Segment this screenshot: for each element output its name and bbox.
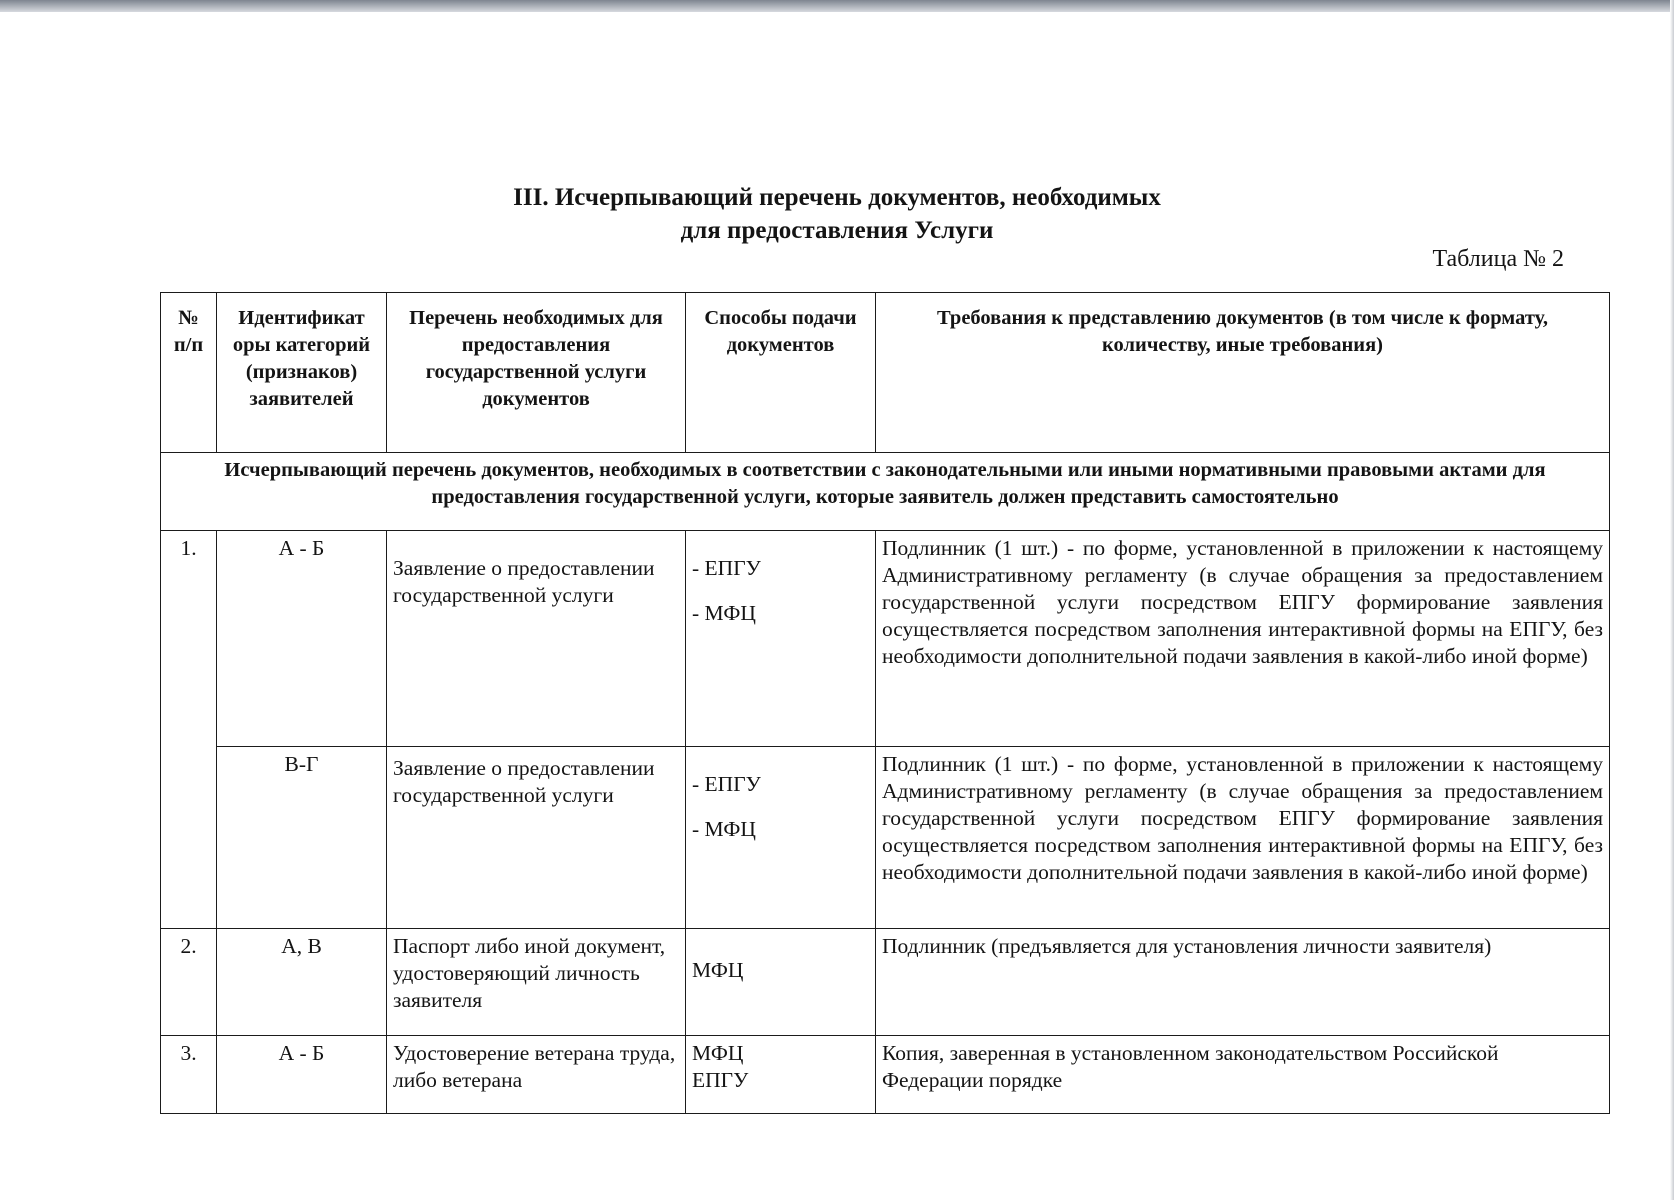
column-header-requirements: Требования к представлению документов (в том числе к формату, количеству, иные требования) xyxy=(876,293,1610,453)
table-row xyxy=(161,531,1610,747)
method-item: ЕПГУ xyxy=(692,1068,749,1092)
column-header-category: Идентификат оры категорий (признаков) заявителей xyxy=(217,293,387,453)
table-row xyxy=(161,1036,1610,1114)
section-title: Исчерпывающий перечень документов, необходимых в соответствии с законодательными или иными нормативными правовыми актами для предоставления государственной услуги, которые заявитель должен представить самостоятельно xyxy=(161,453,1610,531)
method-item: МФЦ xyxy=(692,958,744,982)
column-header-document: Перечень необходимых для предоставления государственной услуги документов xyxy=(387,293,686,453)
row-number: 2. xyxy=(161,929,217,1036)
method-item: - МФЦ xyxy=(692,817,756,841)
table-row xyxy=(161,747,1610,929)
scan-right-edge xyxy=(1670,0,1674,1200)
row-document: Заявление о предоставлении государственной услуги xyxy=(393,556,655,607)
row-requirements: Подлинник (предъявляется для установления личности заявителя) xyxy=(876,929,1610,1036)
row-document: Заявление о предоставлении государственной услуги xyxy=(393,756,655,807)
row-category: А - Б xyxy=(217,1036,387,1114)
row-category: В-Г xyxy=(217,747,387,929)
row-methods xyxy=(686,531,876,747)
row-document: Паспорт либо иной документ, удостоверяющий личность заявителя xyxy=(387,929,686,1036)
row-category: А, В xyxy=(217,929,387,1036)
section-heading xyxy=(0,181,1674,247)
row-requirements: Копия, заверенная в установленном законодательством Российской Федерации порядке xyxy=(876,1036,1610,1114)
row-methods xyxy=(686,747,876,929)
table-number: Таблица № 2 xyxy=(1432,246,1564,272)
row-document-cell xyxy=(387,531,686,747)
row-number: 1. xyxy=(161,531,217,929)
column-header-methods: Способы подачи документов xyxy=(686,293,876,453)
row-requirements: Подлинник (1 шт.) - по форме, установленной в приложении к настоящему Административному регламенту (в случае обращения за предоставлением государственной услуги посредством ЕПГУ формирование заявления осуществляется посредством заполнения интерактивной формы на ЕПГУ, без необходимости дополнительной подачи заявления в какой-либо иной форме) xyxy=(876,531,1610,747)
table-row xyxy=(161,929,1610,1036)
documents-table xyxy=(160,292,1610,1114)
row-category: А - Б xyxy=(217,531,387,747)
table-header-row xyxy=(161,293,1610,453)
section-heading-line-1: III. Исчерпывающий перечень документов, необходимых xyxy=(513,184,1161,211)
method-item: - ЕПГУ xyxy=(692,772,761,796)
section-heading-line-2: для предоставления Услуги xyxy=(680,217,994,244)
row-document-cell xyxy=(387,747,686,929)
method-item: - МФЦ xyxy=(692,601,756,625)
row-document: Удостоверение ветерана труда, либо ветерана xyxy=(387,1036,686,1114)
row-methods xyxy=(686,1036,876,1114)
column-header-number: № п/п xyxy=(161,293,217,453)
row-methods xyxy=(686,929,876,1036)
method-item: - ЕПГУ xyxy=(692,556,761,580)
section-title-row xyxy=(161,453,1610,531)
row-number: 3. xyxy=(161,1036,217,1114)
scan-top-edge xyxy=(0,0,1674,12)
method-item: МФЦ xyxy=(692,1041,744,1065)
row-requirements: Подлинник (1 шт.) - по форме, установленной в приложении к настоящему Административному регламенту (в случае обращения за предоставлением государственной услуги посредством ЕПГУ формирование заявления осуществляется посредством заполнения интерактивной формы на ЕПГУ, без необходимости дополнительной подачи заявления в какой-либо иной форме) xyxy=(876,747,1610,929)
